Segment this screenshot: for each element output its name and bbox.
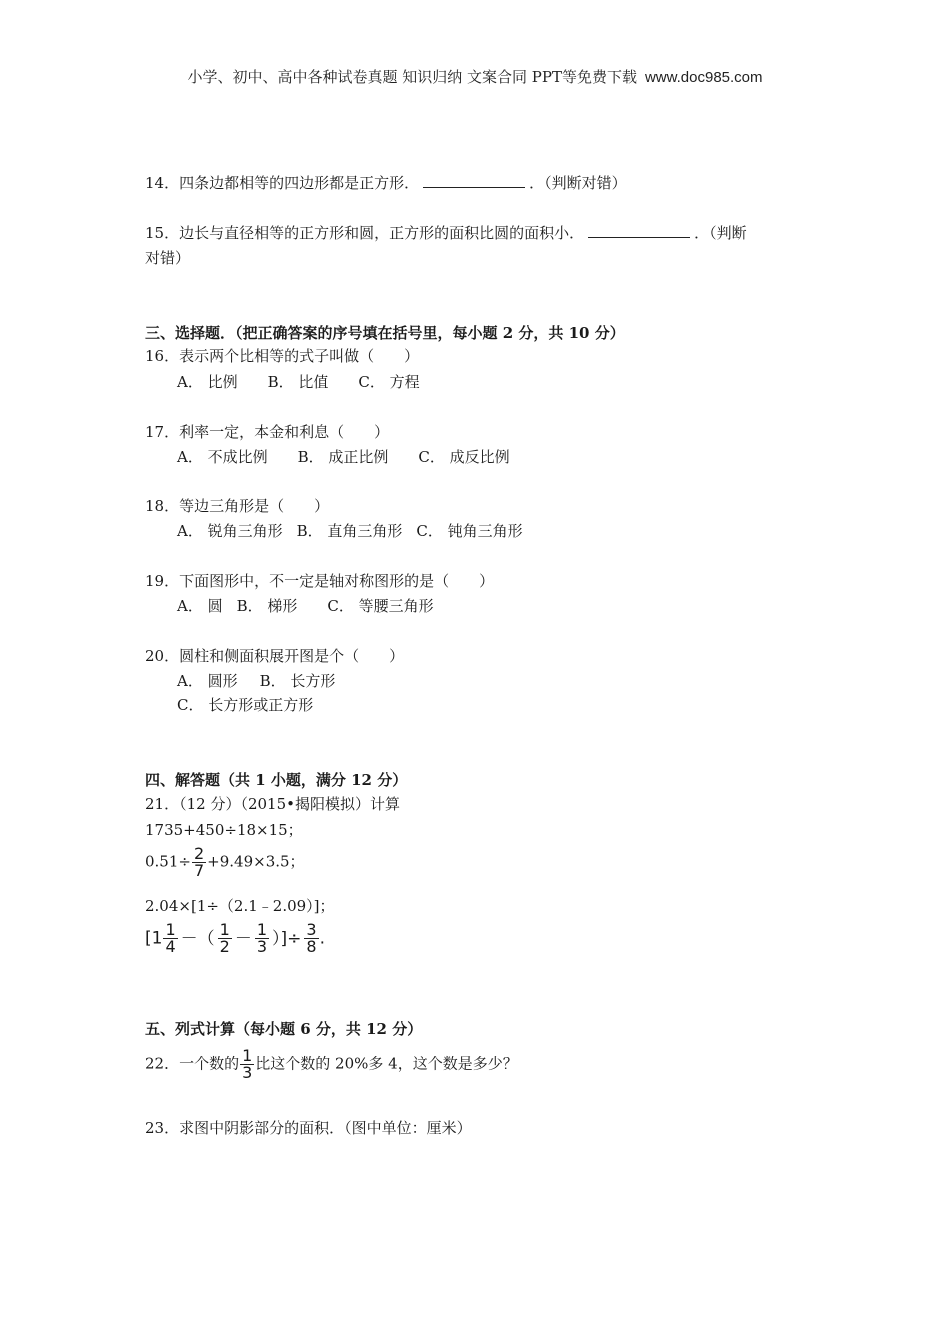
option-b[interactable]: B． 梯形 (236, 597, 298, 615)
options-18 (177, 520, 553, 542)
option-c[interactable]: C． 钝角三角形 (416, 522, 523, 540)
option-c[interactable]: C． 等腰三角形 (327, 597, 434, 615)
option-a[interactable]: A． 比例 (177, 373, 238, 391)
question-19: 19．下面图形中，不一定是轴对称图形的是（ ） (145, 572, 495, 590)
options-19 (177, 595, 464, 617)
option-b[interactable]: B． 成正比例 (297, 448, 389, 466)
expression-1: 1735+450÷18×15； (145, 821, 303, 839)
question-20: 20．圆柱和侧面积展开图是个（ ） (145, 647, 405, 665)
option-b[interactable]: B． 比值 (267, 373, 329, 391)
fraction: $\frac{1}{2}$ (219, 920, 230, 956)
option-a[interactable]: A． 圆形 (177, 672, 238, 690)
option-a[interactable]: A． 锐角三角形 (177, 522, 283, 540)
header-text: 小学、初中、高中各种试卷真题 知识归纳 文案合同 PPT等免费下载 (187, 68, 637, 86)
options-20-cont (177, 694, 343, 716)
options-16 (177, 371, 450, 393)
fraction: $\frac{1}{3}$ (242, 1046, 253, 1082)
answer-blank-15[interactable] (588, 223, 690, 238)
section-3-title: 三、选择题．（把正确答案的序号填在括号里，每小题 2 分，共 10 分） (145, 324, 625, 342)
question-21: 21．（12 分）（2015•揭阳模拟）计算 (145, 795, 400, 813)
fraction: $\frac{1}{4}$ (165, 920, 176, 956)
question-15: 15．边长与直径相等的正方形和圆，正方形的面积比圆的面积小． ．（判断 (145, 224, 747, 242)
option-c[interactable]: C． 方程 (358, 373, 420, 391)
option-b[interactable]: B． 直角三角形 (296, 522, 403, 540)
answer-blank-14[interactable] (423, 173, 525, 188)
header-site: www.doc985.com (644, 69, 763, 86)
question-23: 23．求图中阴影部分的面积．（图中单位：厘米） (145, 1119, 472, 1137)
question-15-cont: 对错） (145, 249, 191, 267)
fraction: $\frac{3}{8}$ (306, 920, 317, 956)
expression-3: 2.04×[1÷（2.1﹣2.09）]； (145, 897, 335, 915)
page-header (0, 66, 950, 87)
option-a[interactable]: A． 圆 (177, 597, 223, 615)
expression-2: 0.51÷ $\frac{2}{7}$ +9.49×3.5； (145, 844, 305, 880)
section-4-title: 四、解答题（共 1 小题，满分 12 分） (145, 771, 408, 789)
question-16: 16．表示两个比相等的式子叫做（ ） (145, 347, 420, 365)
question-18: 18．等边三角形是（ ） (145, 497, 330, 515)
question-17: 17．利率一定，本金和利息（ ） (145, 423, 390, 441)
fraction: $\frac{1}{3}$ (256, 920, 268, 956)
options-17 (177, 446, 540, 468)
fraction: $\frac{2}{7}$ (193, 844, 205, 880)
option-c[interactable]: C． 长方形或正方形 (177, 696, 314, 714)
option-c[interactable]: C． 成反比例 (418, 448, 510, 466)
option-b[interactable]: B． 长方形 (259, 672, 336, 690)
section-5-title: 五、列式计算（每小题 6 分，共 12 分） (145, 1020, 423, 1038)
option-a[interactable]: A． 不成比例 (177, 448, 268, 466)
question-22: 22．一个数的 $\frac{1}{3}$ 比这个数的 20%多 4，这个数是多少？ (145, 1046, 518, 1082)
options-20 (177, 670, 365, 692)
question-14: 14．四条边都相等的四边形都是正方形． ．（判断对错） (145, 174, 627, 192)
expression-4: [1 $\frac{1}{4}$ －（ $\frac{1}{2}$ － $\frac{1}{3}$ ）]÷ $\frac{3}{8}$ . (145, 920, 325, 956)
